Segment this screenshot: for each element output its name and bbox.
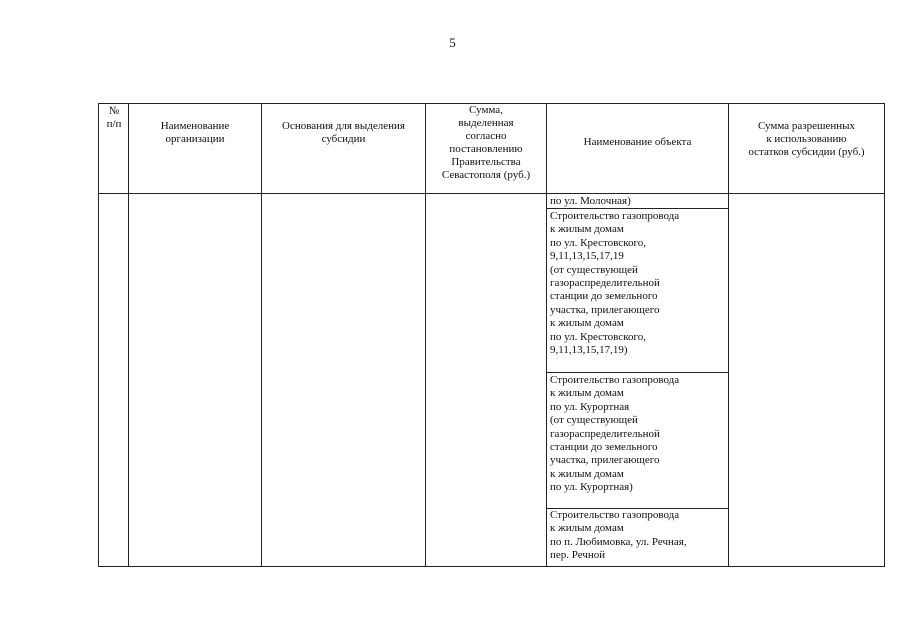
header-sum-line: постановлению bbox=[449, 143, 523, 155]
header-divider bbox=[98, 193, 885, 194]
object-line: к жилым домам bbox=[550, 522, 624, 535]
header-allowed-line: Сумма разрешенных bbox=[757, 120, 856, 132]
column-divider bbox=[128, 103, 129, 567]
object-line: газораспределительной bbox=[550, 277, 660, 290]
column-divider bbox=[546, 103, 547, 567]
object-line: к жилым домам bbox=[550, 387, 624, 400]
object-line: участка, прилегающего bbox=[550, 454, 660, 467]
header-organization-line: Наименование bbox=[160, 120, 230, 132]
column-divider bbox=[261, 103, 262, 567]
header-allowed-remainder bbox=[729, 120, 884, 159]
header-organization bbox=[129, 120, 261, 146]
header-object-name bbox=[547, 136, 728, 149]
object-line: по ул. Курортная) bbox=[550, 481, 633, 494]
header-sum-line: Севастополя (руб.) bbox=[441, 169, 531, 181]
object-line: газораспределительной bbox=[550, 427, 660, 440]
table-border-left bbox=[98, 103, 99, 567]
object-line: по ул. Курортная bbox=[550, 400, 630, 413]
object-line: по ул. Молочная) bbox=[550, 195, 631, 207]
table-border-bottom bbox=[98, 566, 885, 567]
object-line: по ул. Крестовского, bbox=[550, 330, 646, 343]
object-line: 9,11,13,15,17,19) bbox=[550, 344, 628, 357]
object-line: Строительство газопровода bbox=[550, 509, 680, 521]
column-divider bbox=[728, 103, 729, 567]
header-organization-line: организации bbox=[165, 133, 225, 145]
subsidy-table bbox=[98, 103, 885, 567]
object-line: станции до земельного bbox=[550, 290, 658, 303]
object-line: участка, прилегающего bbox=[550, 303, 660, 316]
header-allowed-line: остатков субсидии (руб.) bbox=[748, 146, 865, 158]
object-line: по ул. Крестовского, bbox=[550, 236, 646, 249]
object-line: Строительство газопровода bbox=[550, 210, 680, 222]
object-line: 9,11,13,15,17,19 bbox=[550, 250, 624, 263]
table-border-right bbox=[884, 103, 885, 567]
header-sum-line: выделенная bbox=[458, 117, 514, 129]
object-line: к жилым домам bbox=[550, 317, 624, 330]
header-basis bbox=[262, 120, 425, 146]
header-basis-line: Основания для выделения bbox=[282, 120, 405, 132]
page-number: 5 bbox=[449, 35, 456, 50]
header-sum-line: Правительства bbox=[451, 156, 521, 168]
header-sum-line: Сумма, bbox=[469, 104, 503, 116]
object-line: Строительство газопровода bbox=[550, 374, 680, 386]
object-entry bbox=[550, 210, 679, 357]
object-line: (от существующей bbox=[550, 263, 638, 276]
object-line: к жилым домам bbox=[550, 467, 624, 480]
header-number-line: № bbox=[108, 105, 120, 117]
header-allocated-sum bbox=[426, 104, 546, 182]
object-line: (от существующей bbox=[550, 414, 638, 427]
object-entry bbox=[550, 195, 631, 208]
object-line: пер. Речной bbox=[550, 549, 606, 562]
header-sum-line: согласно bbox=[465, 130, 507, 142]
object-entry bbox=[550, 374, 679, 495]
object-entry bbox=[550, 509, 687, 563]
object-row-divider bbox=[546, 372, 729, 373]
header-allowed-line: к использованию bbox=[766, 133, 847, 145]
object-line: к жилым домам bbox=[550, 223, 624, 236]
header-number-line: п/п bbox=[106, 118, 122, 130]
object-line: по п. Любимовка, ул. Речная, bbox=[550, 535, 687, 548]
header-number bbox=[99, 105, 129, 131]
header-object-line: Наименование объекта bbox=[583, 136, 692, 148]
header-basis-line: субсидии bbox=[321, 133, 366, 145]
object-line: станции до земельного bbox=[550, 441, 658, 454]
